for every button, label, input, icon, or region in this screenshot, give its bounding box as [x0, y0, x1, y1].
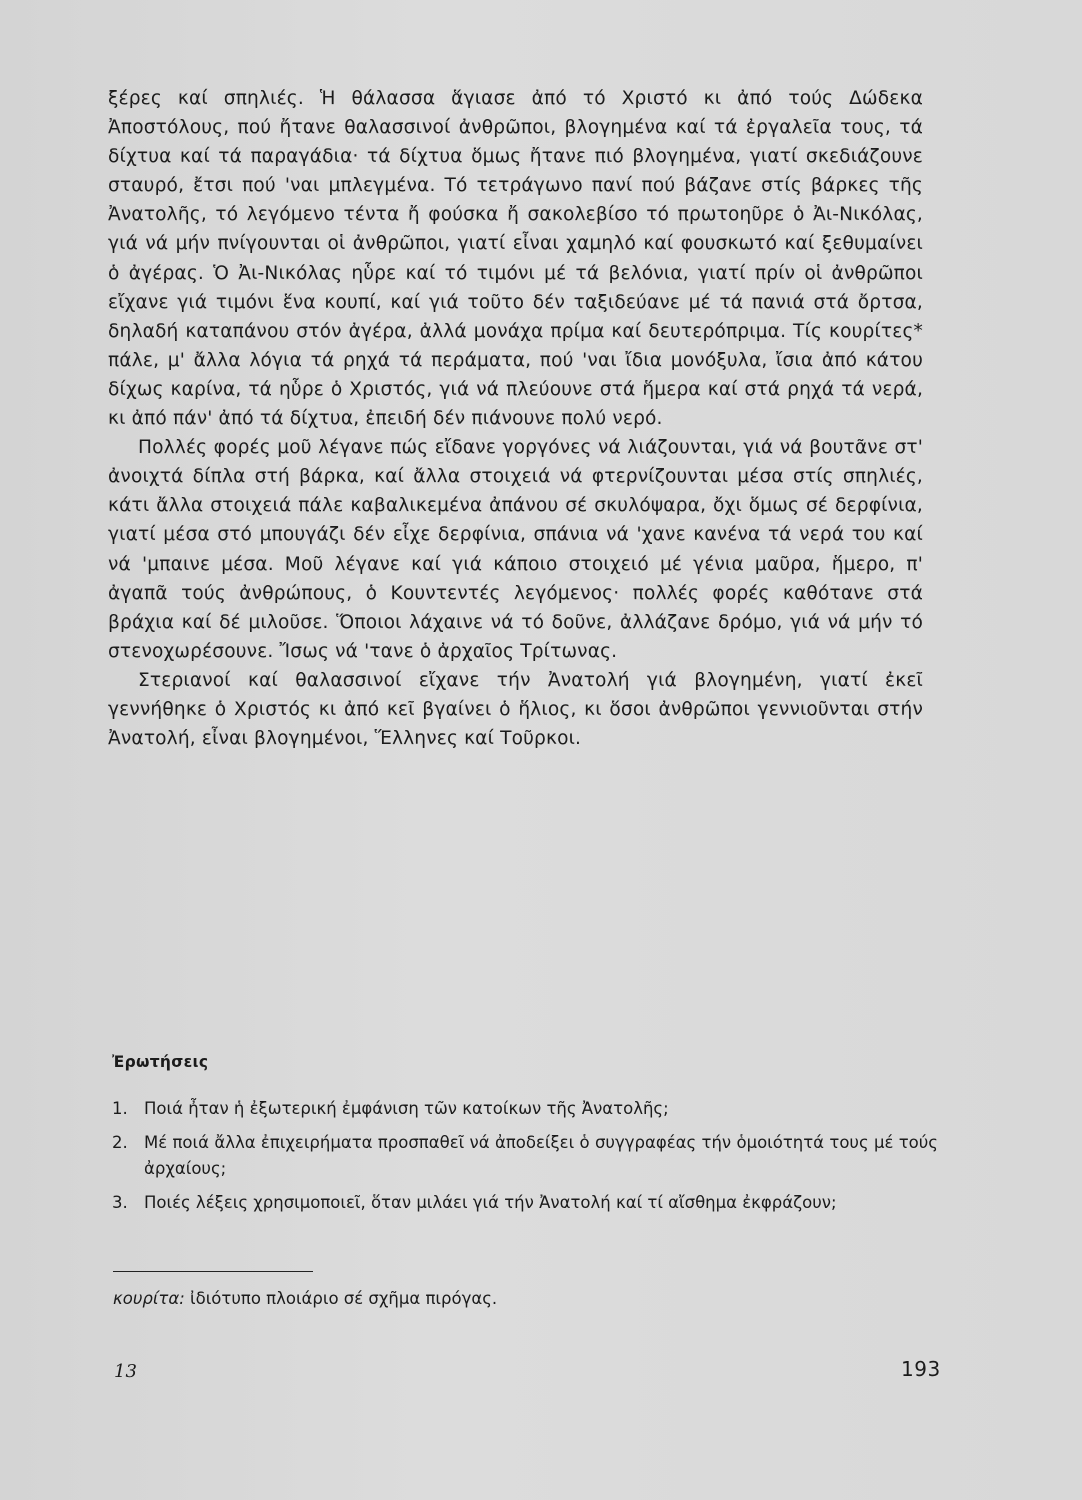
questions-heading: Ἐρωτήσεις	[112, 1053, 209, 1071]
paragraph-2: Πολλές φορές μοῦ λέγανε πώς εἴδανε γοργόνες νά λιάζουνται, γιά νά βουτᾶνε στ' ἀνοιχτά δίπλα στή βάρκα, καί ἄλλα στοιχειά νά φτερνίζουνται μέσα στίς σπηλιές, κάτι ἄλλα στοιχειά πάλε καβαλικεμένα ἀπάνου σέ σκυλόψαρα, ὄχι ὅμως σέ δερφίνια, γιατί μέσα στό μπουγάζι δέν εἶχε δερφίνια, σπάνια νά 'χανε κανένα τά νερά του καί νά 'μπαινε μέσα. Μοῦ λέγανε καί γιά κάποιο στοιχειό μέ γένια μαῦρα, ἥμερο, π' ἀγαπᾶ τούς ἀνθρώπους, ὁ Κουντεντές λεγόμενος· πολλές φορές καθότανε στά βράχια καί δέ μιλοῦσε. Ὅποιοι λάχαινε νά τό δοῦνε, ἀλλάζανε δρόμο, γιά νά μήν τό στενοχωρέσουνε. Ἴσως νά 'τανε ὁ ἀρχαῖος Τρίτωνας.	[108, 437, 923, 662]
signature-mark: 13	[114, 1361, 137, 1382]
footnote-term: κουρίτα:	[113, 1289, 185, 1308]
questions-list	[108, 1096, 938, 1224]
question-number: 1.	[112, 1099, 128, 1118]
page-number: 193	[901, 1357, 941, 1381]
question-item	[108, 1130, 938, 1182]
question-number: 2.	[112, 1133, 128, 1152]
paragraph-3: Στεριανοί καί θαλασσινοί εἴχανε τήν Ἀνατολή γιά βλογημένη, γιατί ἐκεῖ γεννήθηκε ὁ Χριστός κι ἀπό κεῖ βγαίνει ὁ ἥλιος, κι ὅσοι ἀνθρῶποι γεννιοῦνται στήν Ἀνατολή, εἶναι βλογημένοι, Ἕλληνες καί Τοῦρκοι.	[108, 669, 923, 750]
question-number: 3.	[112, 1193, 128, 1212]
footnote-divider	[113, 1271, 313, 1272]
question-text: Ποιά ἦταν ἡ ἐξωτερική ἐμφάνιση τῶν κατοίκων τῆς Ἀνατολῆς;	[144, 1099, 669, 1118]
question-item	[108, 1096, 938, 1122]
question-item	[108, 1190, 938, 1216]
paragraph-1: ξέρες καί σπηλιές. Ἡ θάλασσα ἅγιασε ἀπό τό Χριστό κι ἀπό τούς Δώδεκα Ἀποστόλους, πού ἤτανε θαλασσινοί ἀνθρῶποι, βλογημένα καί τά ἐργαλεῖα τους, τά δίχτυα καί τά παραγάδια· τά δίχτυα ὅμως ἤτανε πιό βλογημένα, γιατί σκεδιάζουνε σταυρό, ἔτσι πού 'ναι μπλεγμένα. Τό τετράγωνο πανί πού βάζανε στίς βάρκες τῆς Ἀνατολῆς, τό λεγόμενο τέντα ἤ φούσκα ἤ σακολεβίσο τό πρωτοηῦρε ὁ Ἀι-Νικόλας, γιά νά μήν πνίγουνται οἱ ἀνθρῶποι, γιατί εἶναι χαμηλό καί φουσκωτό καί ξεθυμαίνει ὁ ἀγέρας. Ὁ Ἀι-Νικόλας ηὗρε καί τό τιμόνι μέ τά βελόνια, γιατί πρίν οἱ ἀνθρῶποι εἴχανε γιά τιμόνι ἕνα κουπί, καί γιά τοῦτο δέν ταξιδεύανε μέ τά πανιά στά ὄρτσα, δηλαδή καταπάνου στόν ἀγέρα, ἀλλά μονάχα πρίμα καί δευτερόπριμα. Τίς κουρίτες* πάλε, μ' ἄλλα λόγια τά ρηχά τά περάματα, πού 'ναι ἴδια μονόξυλα, ἴσια ἀπό κάτου δίχως καρίνα, τά ηὗρε ὁ Χριστός, γιά νά πλεύουνε στά ἥμερα καί στά ρηχά τά νερά, κι ἀπό πάν' ἀπό τά δίχτυα, ἐπειδή δέν πιάνουνε πολύ νερό.	[108, 88, 923, 430]
question-text: Ποιές λέξεις χρησιμοποιεῖ, ὅταν μιλάει γιά τήν Ἀνατολή καί τί αἴσθημα ἐκφράζουν;	[144, 1193, 837, 1212]
question-text: Μέ ποιά ἄλλα ἐπιχειρήματα προσπαθεῖ νά ἀποδείξει ὁ συγγραφέας τήν ὁμοιότητά τους μέ τούς ἀρχαίους;	[144, 1133, 938, 1178]
footnote-definition: ἰδιότυπο πλοιάριο σέ σχῆμα πιρόγας.	[184, 1289, 498, 1308]
main-text	[108, 84, 923, 753]
footnote	[113, 1287, 497, 1311]
